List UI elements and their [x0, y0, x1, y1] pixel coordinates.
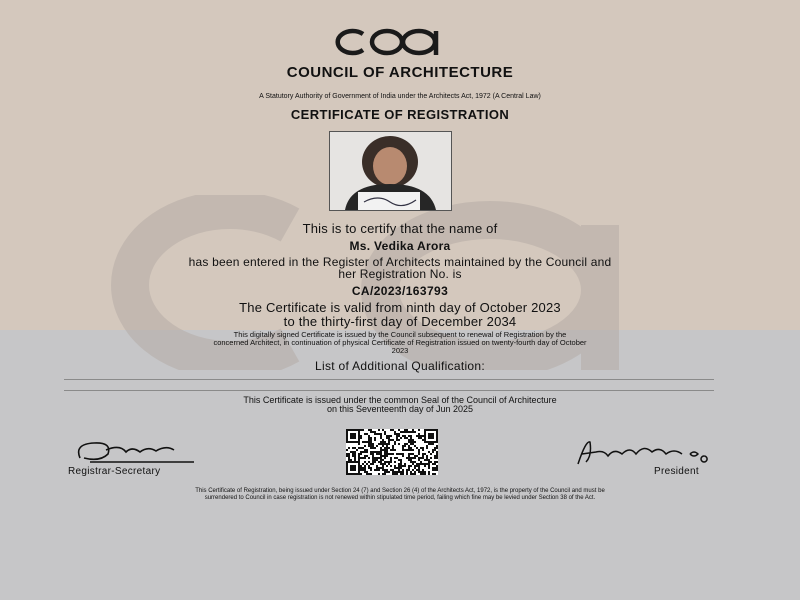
entered-statement: [0, 256, 800, 280]
digital-note-line-2: concerned Architect, in continuation of physical Certificate of Registration issued on twenty-fourth day of October: [213, 338, 587, 347]
council-name: COUNCIL OF ARCHITECTURE: [286, 64, 514, 81]
validity-line-1: The Certificate is valid from ninth day of October 2023: [239, 300, 561, 315]
holder-name: Ms. Vedika Arora: [349, 239, 451, 253]
certificate-title: CERTIFICATE OF REGISTRATION: [290, 107, 510, 122]
digital-note-line-3: 2023: [391, 346, 409, 355]
council-logo-icon: [335, 26, 445, 58]
holder-photo: [329, 131, 452, 211]
president-signature-icon: [574, 436, 714, 468]
qr-code-icon: [346, 429, 438, 475]
digital-note-line-1: This digitally signed Certificate is issued by the Council subsequent to renewal of Registration by the: [233, 330, 567, 339]
seal-line-2: on this Seventeenth day of Jun 2025: [326, 404, 474, 414]
registrar-label: Registrar-Secretary: [68, 466, 161, 477]
footer-line-1: This Certificate of Registration, being issued under Section 24 (7) and Section 26 (4) of the Architects Act, 1972, is the property of the Council and must be: [195, 488, 605, 494]
entered-line-1: has been entered in the Register of Architects maintained by the Council and: [188, 255, 612, 269]
seal-line-1: This Certificate is issued under the common Seal of the Council of Architecture: [243, 395, 557, 405]
registrar-signature-icon: [70, 436, 200, 466]
statutory-line: A Statutory Authority of Government of India under the Architects Act, 1972 (A Central Law): [259, 93, 541, 100]
footer-line-2: surrendered to Council in case registration is not renewed within stipulated time period, failing which fine may be levied under Section 38 of the Act.: [204, 495, 596, 501]
divider-2: [64, 390, 714, 391]
holder-photo-icon: [330, 132, 451, 210]
validity-line-2: to the thirty-first day of December 2034: [283, 314, 517, 329]
entered-line-2: her Registration No. is: [338, 267, 462, 281]
additional-qualification-label: List of Additional Qualification:: [315, 359, 485, 373]
digital-note: [0, 331, 800, 355]
seal-statement: [0, 396, 800, 414]
registration-number: CA/2023/163793: [351, 284, 449, 298]
certify-line: This is to certify that the name of: [302, 221, 498, 236]
president-label: President: [654, 466, 699, 477]
validity-statement: [0, 301, 800, 329]
footer-note: [0, 488, 800, 502]
divider-1: [64, 379, 714, 380]
